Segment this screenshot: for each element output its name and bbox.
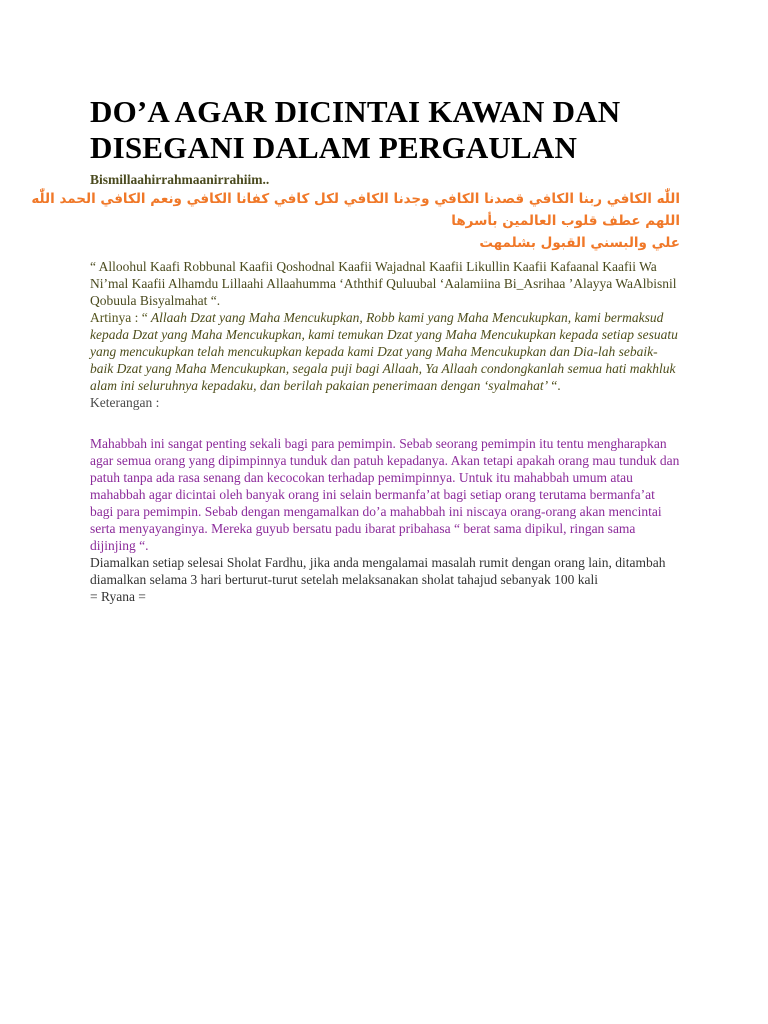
keterangan-label: Keterangan : [90, 395, 160, 410]
title-line-1: DO’A AGAR DICINTAI KAWAN DAN [90, 94, 621, 129]
arabic-line-1: اللّٰه الكافي ربنا الكافي قصدنا الكافي وجدنا الكافي لكل كافي كفانا الكافي ونعم الكافي الحمد اللّٰه [31, 191, 680, 207]
bismillah-text: Bismillaahirrahmaanirrahiim.. [90, 172, 270, 187]
title-line-2: DISEGANI DALAM PERGAULAN [90, 130, 578, 165]
document-title [90, 94, 680, 166]
arabic-line-2: اللهم عطف قلوب العالمين بأسرها [451, 213, 680, 229]
arabic-line-3: علي والبسني القبول بشلمهت [479, 235, 680, 251]
explanation-paragraph: Mahabbah ini sangat penting sekali bagi para pemimpin. Sebab seorang pemimpin itu tentu mengharapkan agar semua orang yang dipimpinnya tunduk dan patuh kepadanya. Akan tetapi apakah orang mau tunduk dan patuh tanpa ada rasa senang dan kecocokan terhadap pemimpinnya. Untuk itu mahabbah umum atau mahabbah agar dicintai oleh banyak orang ini selain bermanfa’at bagi setiap orang terutama bermanfa’at bagi para pemimpin. Sebab dengan mengamalkan do’a mahabbah ini niscaya orang-orang akan mencintai serta menyayanginya. Mereka guyub bersatu padu ibarat pribahasa “ berat sama dipikul, ringan sama dijinjing “. [90, 436, 680, 553]
translation-paragraph [90, 309, 680, 394]
arabic-prayer [31, 188, 680, 254]
practice-instructions: Diamalkan setiap selesai Sholat Fardhu, jika anda mengalamai masalah rumit dengan orang lain, ditambah diamalkan selama 3 hari berturut-turut setelah melaksanakan sholat tahajud sebanyak 100 kali [90, 555, 666, 587]
translation-text: Allaah Dzat yang Maha Mencukupkan, Robb kami yang Maha Mencukupkan, kami bermaksud kepada Dzat yang Maha Mencukupkan, kami temukan Dzat yang Maha Mencukupkan kepada setiap sesuatu yang mencukupkan telah mencukupkan kepada kami Dzat yang Maha Mencukupkan dan Dia-lah sebaik-baik Dzat yang Maha Mencukupkan, segala puji bagi Allaah, Ya Allaah condongkanlah semua hati makhluk alam ini seluruhnya kepadaku, dan berilah pakaian penerimaan dengan ‘syalmahat’ “. [90, 310, 678, 393]
transliteration-paragraph: “ Alloohul Kaafi Robbunal Kaafii Qoshodnal Kaafii Wajadnal Kaafii Likullin Kaafii Kafaanal Kaafii Wa Ni’mal Kaafii Alhamdu Lillaahi Allaahumma ‘Aththif Quluubal ‘Aalamiina Bi_Asrihaa ’Alayya WaAlbisnil Qobuula Bisyalmahat “. [90, 259, 677, 308]
document-page [31, 94, 680, 605]
author-signature: = Ryana = [90, 589, 146, 604]
translation-label: Artinya : “ [90, 310, 148, 325]
